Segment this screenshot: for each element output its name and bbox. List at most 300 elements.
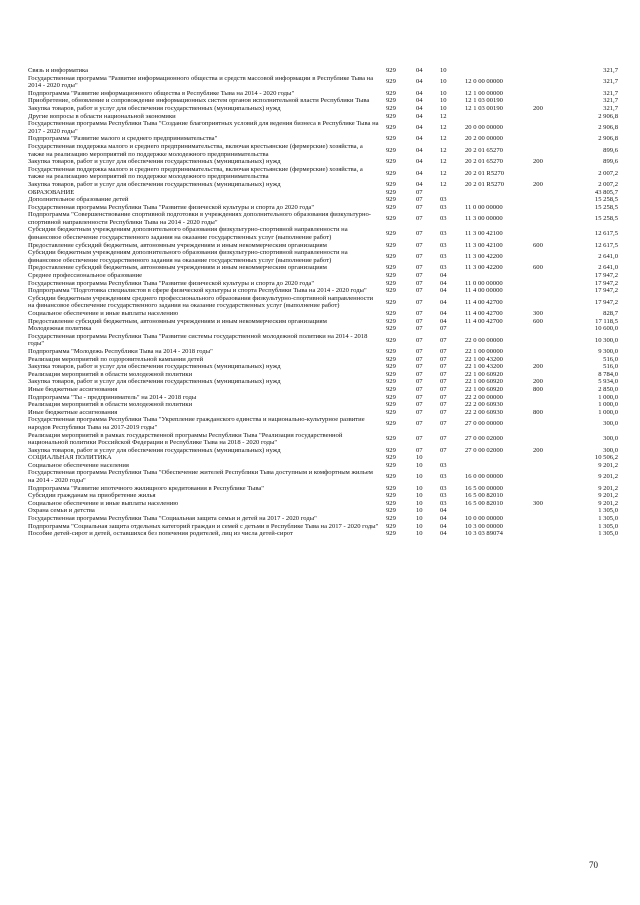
- table-row: [28, 90, 618, 98]
- row-name: Государственная программа Республики Тыва "Развитие системы государственной молодежной политики на 2014 - 2018 годы": [28, 332, 368, 348]
- row-sum: 17 118,5: [595, 317, 618, 325]
- row-name: Подпрограмма "Социальная защита отдельных категорий граждан и семей с детьми в Республике Тыва на 2017 - 2020 годы": [28, 522, 379, 530]
- row-ved: 929: [386, 310, 396, 317]
- row-name: Государственная программа Республики Тыва "Развитие физической культуры и спорта до 2020 года": [28, 279, 315, 287]
- row-name: Социальное обеспечение населения: [28, 461, 129, 469]
- row-csr: 11 3 00 42200: [465, 253, 503, 261]
- row-pr: 03: [440, 215, 447, 223]
- row-sum: 8 784,0: [598, 370, 618, 378]
- row-rz: 04: [416, 123, 423, 131]
- row-pr: 03: [440, 492, 447, 500]
- row-rz: 07: [416, 363, 423, 371]
- row-csr: 22 2 00 00000: [465, 393, 503, 401]
- row-sum: 2 906,8: [598, 123, 618, 131]
- row-rz: 10: [416, 461, 423, 469]
- row-ved: 929: [386, 104, 396, 112]
- row-rz: 10: [416, 454, 423, 462]
- row-csr: 27 0 00 00000: [465, 420, 503, 428]
- row-rz: 07: [416, 196, 423, 204]
- row-csr: 10 3 00 00000: [465, 522, 503, 530]
- row-ved: 929: [386, 370, 396, 378]
- row-pr: 07: [440, 325, 447, 333]
- row-sum: 17 947,2: [594, 279, 618, 287]
- row-rz: 04: [416, 158, 423, 166]
- table-row: [28, 135, 618, 143]
- table-row: [28, 378, 618, 386]
- row-ved: 929: [386, 355, 396, 363]
- row-rz: 07: [416, 446, 423, 454]
- row-ved: 929: [386, 484, 396, 492]
- row-ved: 929: [386, 515, 396, 523]
- row-ved: 929: [386, 272, 396, 280]
- table-row: [28, 272, 618, 280]
- row-name: Субсидии бюджетным учреждениям дополнительного образования физкультурно-спортивной направленности на финансовое обеспечение государственного задания на оказание государственных услуг (выполнение работ): [28, 226, 348, 242]
- row-pr: 10: [440, 67, 447, 74]
- row-sum: 1 305,0: [598, 530, 618, 538]
- table-row: [28, 515, 618, 523]
- row-pr: 04: [440, 287, 447, 295]
- row-pr: 12: [440, 158, 447, 166]
- row-ved: 929: [386, 522, 396, 530]
- row-pr: 07: [440, 370, 447, 378]
- row-csr: 11 0 00 00000: [465, 203, 503, 211]
- row-pr: 07: [440, 408, 447, 416]
- row-sum: 321,7: [603, 67, 618, 74]
- table-row: [28, 523, 618, 531]
- row-ved: 929: [386, 363, 396, 371]
- table-row: [28, 113, 618, 121]
- row-ved: 929: [386, 473, 396, 481]
- row-name: Государственная программа Республики Тыва "Обеспечение жителей Республики Тыва доступным и комфортным жильем на 2014 - 2020 годы": [28, 469, 373, 485]
- row-ved: 929: [386, 420, 396, 428]
- row-ved: 929: [386, 215, 396, 223]
- row-csr: 20 0 00 00000: [465, 123, 503, 131]
- table-row: [28, 189, 618, 197]
- row-name: Связь и информатика: [28, 67, 89, 74]
- row-name: Закупка товаров, работ и услуг для обеспечения государственных (муниципальных) нужд: [28, 363, 281, 371]
- row-pr: 12: [440, 169, 447, 177]
- row-ved: 929: [386, 158, 396, 166]
- row-pr: 12: [440, 146, 447, 154]
- row-pr: 04: [440, 507, 447, 515]
- row-csr: 10 0 00 00000: [465, 515, 503, 523]
- row-rz: 07: [416, 378, 423, 386]
- row-rz: 07: [416, 215, 423, 223]
- row-sum: 9 201,2: [598, 484, 618, 492]
- row-vr: 200: [533, 158, 543, 166]
- row-pr: 12: [440, 135, 447, 143]
- row-csr: 12 1 03 00190: [465, 97, 503, 105]
- row-rz: 10: [416, 530, 423, 538]
- row-pr: 04: [440, 298, 447, 306]
- row-pr: 07: [440, 385, 447, 393]
- row-pr: 07: [440, 355, 447, 363]
- table-row: [28, 242, 618, 250]
- row-name: Закупка товаров, работ и услуг для обеспечения государственных (муниципальных) нужд: [28, 158, 281, 166]
- row-sum: 300,0: [603, 420, 618, 428]
- row-rz: 10: [416, 473, 423, 481]
- row-name: Подпрограмма "Совершенствование спортивной подготовки в учреждениях дополнительного образования физкультурно-спортивной направленности Республики Тыва на 2014 - 2020 годы": [28, 211, 371, 226]
- row-ved: 929: [386, 67, 396, 74]
- row-csr: 20 2 01 R5270: [465, 180, 505, 188]
- table-row: [28, 530, 618, 538]
- row-sum: 1 305,0: [598, 515, 618, 523]
- budget-table: [28, 67, 618, 538]
- row-name: Государственная поддержка малого и среднего предпринимательства, включая крестьянские (фермерские) хозяйства, а также на реализацию мероприятий по поддержке молодежного предпринимательства: [28, 142, 363, 158]
- row-pr: 10: [440, 78, 447, 86]
- row-ved: 929: [386, 241, 396, 249]
- row-sum: 2 641,0: [598, 264, 618, 272]
- row-rz: 07: [416, 317, 423, 325]
- row-name: Реализация мероприятий в области молодежной политики: [28, 401, 193, 409]
- row-sum: 15 258,5: [594, 203, 618, 211]
- row-csr: 10 3 03 89074: [465, 530, 503, 538]
- table-row: [28, 394, 618, 402]
- table-row: [28, 500, 618, 508]
- row-sum: 2 906,8: [598, 112, 618, 120]
- row-rz: 04: [416, 180, 423, 188]
- table-row: [28, 280, 618, 288]
- row-rz: 07: [416, 401, 423, 409]
- row-pr: 12: [440, 123, 447, 131]
- row-pr: 03: [440, 230, 447, 238]
- row-pr: 04: [440, 310, 447, 317]
- row-rz: 07: [416, 420, 423, 428]
- row-sum: 2 007,2: [598, 180, 618, 188]
- row-rz: 04: [416, 97, 423, 105]
- row-ved: 929: [386, 188, 396, 196]
- row-csr: 22 0 00 00000: [465, 336, 503, 344]
- row-csr: 16 5 00 82010: [465, 499, 503, 507]
- row-csr: 16 5 00 82010: [465, 492, 503, 500]
- row-rz: 07: [416, 408, 423, 416]
- table-row: [28, 249, 618, 264]
- row-sum: 321,7: [603, 97, 618, 105]
- row-vr: 300: [533, 499, 543, 507]
- row-sum: 1 305,0: [598, 507, 618, 515]
- row-ved: 929: [386, 78, 396, 86]
- row-pr: 10: [440, 97, 447, 105]
- row-csr: 27 0 00 02000: [465, 435, 503, 443]
- table-row: [28, 432, 618, 447]
- row-sum: 300,0: [603, 446, 618, 454]
- row-rz: 07: [416, 264, 423, 272]
- table-row: [28, 454, 618, 462]
- row-ved: 929: [386, 135, 396, 143]
- row-pr: 03: [440, 473, 447, 481]
- table-row: [28, 462, 618, 470]
- row-csr: 22 1 00 60920: [465, 370, 503, 378]
- row-vr: 800: [533, 408, 543, 416]
- row-name: Закупка товаров, работ и услуг для обеспечения государственных (муниципальных) нужд: [28, 180, 281, 188]
- row-pr: 07: [440, 401, 447, 409]
- row-sum: 5 934,0: [598, 378, 618, 386]
- table-row: [28, 469, 618, 484]
- row-name: Субсидии гражданам на приобретение жилья: [28, 492, 156, 500]
- row-name: Государственная программа Республики Тыва "Социальная защита семьи и детей на 2017 - 2020 годы": [28, 515, 317, 523]
- row-name: Подпрограмма "Развитие информационного общества в Республике Тыва на 2014 - 2020 годы": [28, 89, 295, 97]
- row-csr: 22 1 00 43200: [465, 363, 503, 371]
- row-name: Подпрограмма "Развитие малого и среднего предпринимательства": [28, 135, 218, 143]
- row-ved: 929: [386, 446, 396, 454]
- row-ved: 929: [386, 461, 396, 469]
- row-vr: 600: [533, 264, 543, 272]
- row-csr: 20 2 01 65270: [465, 158, 503, 166]
- row-ved: 929: [386, 378, 396, 386]
- row-rz: 07: [416, 385, 423, 393]
- row-csr: 16 0 00 00000: [465, 473, 503, 481]
- row-ved: 929: [386, 408, 396, 416]
- row-sum: 17 947,2: [594, 272, 618, 280]
- row-name: Подпрограмма "Молодежь Республики Тыва на 2014 - 2018 годы": [28, 347, 213, 355]
- row-csr: 22 1 00 43200: [465, 355, 503, 363]
- row-sum: 321,7: [603, 78, 618, 86]
- row-sum: 9 201,2: [598, 473, 618, 481]
- row-ved: 929: [386, 253, 396, 261]
- row-pr: 03: [440, 196, 447, 204]
- row-sum: 17 947,2: [594, 298, 618, 306]
- row-csr: 20 2 00 00000: [465, 135, 503, 143]
- row-rz: 07: [416, 287, 423, 295]
- row-rz: 07: [416, 188, 423, 196]
- row-pr: 04: [440, 272, 447, 280]
- row-name: Закупка товаров, работ и услуг для обеспечения государственных (муниципальных) нужд: [28, 446, 281, 454]
- row-ved: 929: [386, 507, 396, 515]
- row-name: Подпрограмма "Развитие ипотечного жилищного кредитования в Республике Тыва": [28, 484, 264, 492]
- row-pr: 04: [440, 317, 447, 325]
- row-sum: 899,6: [603, 158, 618, 166]
- row-sum: 1 000,0: [598, 393, 618, 401]
- table-row: [28, 310, 618, 318]
- row-name: Субсидии бюджетным учреждениям среднего профессионального образования физкультурно-спортивной направленности на финансовое обеспечение государственного задания на оказание государственных услуг (выполнение работ): [28, 294, 374, 310]
- row-pr: 03: [440, 253, 447, 261]
- row-pr: 07: [440, 420, 447, 428]
- row-csr: 22 1 00 60920: [465, 378, 503, 386]
- row-sum: 300,0: [603, 435, 618, 443]
- row-rz: 04: [416, 135, 423, 143]
- row-pr: 04: [440, 515, 447, 523]
- row-pr: 07: [440, 347, 447, 355]
- row-sum: 516,0: [603, 355, 618, 363]
- row-name: Молодежная политика: [28, 325, 92, 333]
- row-csr: 11 3 00 42200: [465, 264, 503, 272]
- row-ved: 929: [386, 203, 396, 211]
- table-row: [28, 264, 618, 272]
- row-sum: 9 201,2: [598, 499, 618, 507]
- row-rz: 10: [416, 484, 423, 492]
- row-pr: 07: [440, 446, 447, 454]
- table-row: [28, 97, 618, 105]
- row-rz: 07: [416, 279, 423, 287]
- table-row: [28, 75, 618, 90]
- table-row: [28, 287, 618, 295]
- row-vr: 800: [533, 385, 543, 393]
- row-ved: 929: [386, 393, 396, 401]
- row-rz: 04: [416, 169, 423, 177]
- row-pr: 03: [440, 241, 447, 249]
- row-name: СОЦИАЛЬНАЯ ПОЛИТИКА: [28, 454, 112, 462]
- row-name: Предоставление субсидий бюджетным, автономным учреждениям и иным некоммерческим организациям: [28, 264, 327, 272]
- row-sum: 43 805,7: [594, 188, 618, 196]
- row-ved: 929: [386, 287, 396, 295]
- table-row: [28, 447, 618, 455]
- row-name: Подпрограмма "Ты - предприниматель" на 2014 - 2018 годы: [28, 393, 197, 401]
- row-sum: 2 641,0: [598, 253, 618, 261]
- row-name: Государственная программа "Развитие информационного общества и средств массовой информации в Республике Тыва на 2014 - 2020 годы": [28, 74, 374, 90]
- table-row: [28, 325, 618, 333]
- row-sum: 10 600,0: [594, 325, 618, 333]
- row-csr: 16 5 00 00000: [465, 484, 503, 492]
- row-ved: 929: [386, 97, 396, 105]
- row-vr: 200: [533, 378, 543, 386]
- table-row: [28, 158, 618, 166]
- row-rz: 04: [416, 104, 423, 112]
- row-sum: 516,0: [603, 363, 618, 371]
- row-rz: 07: [416, 393, 423, 401]
- table-row: [28, 363, 618, 371]
- table-row: [28, 401, 618, 409]
- row-rz: 04: [416, 67, 423, 74]
- row-ved: 929: [386, 499, 396, 507]
- table-row: [28, 67, 618, 75]
- row-sum: 9 300,0: [598, 347, 618, 355]
- row-vr: 200: [533, 104, 543, 112]
- row-ved: 929: [386, 492, 396, 500]
- row-name: Иные бюджетные ассигнования: [28, 385, 118, 393]
- table-row: [28, 333, 618, 348]
- row-sum: 1 000,0: [598, 408, 618, 416]
- row-ved: 929: [386, 89, 396, 97]
- row-sum: 9 201,2: [598, 461, 618, 469]
- table-row: [28, 416, 618, 431]
- table-row: [28, 143, 618, 158]
- row-csr: 20 2 01 65270: [465, 146, 503, 154]
- row-name: Другие вопросы в области национальной экономики: [28, 112, 176, 120]
- row-name: Реализация мероприятий по оздоровительной кампании детей: [28, 355, 204, 363]
- row-rz: 07: [416, 253, 423, 261]
- row-csr: 11 3 00 42100: [465, 230, 503, 238]
- table-row: [28, 120, 618, 135]
- table-row: [28, 318, 618, 326]
- row-csr: 22 1 00 60920: [465, 385, 503, 393]
- row-csr: 12 1 00 00000: [465, 89, 503, 97]
- row-rz: 07: [416, 203, 423, 211]
- row-rz: 10: [416, 492, 423, 500]
- page-number: 70: [589, 860, 598, 870]
- row-sum: 12 617,5: [594, 230, 618, 238]
- row-csr: 20 2 01 R5270: [465, 169, 505, 177]
- row-ved: 929: [386, 336, 396, 344]
- row-name: Государственная программа Республики Тыва "Укрепление гражданского единства и национально-культурное развитие народов Республики Тыва на 2017-2019 годы": [28, 416, 365, 431]
- row-ved: 929: [386, 169, 396, 177]
- row-sum: 2 906,8: [598, 135, 618, 143]
- row-name: Социальное обеспечение и иные выплаты населению: [28, 499, 179, 507]
- row-ved: 929: [386, 230, 396, 238]
- row-name: Дополнительное образование детей: [28, 196, 129, 204]
- row-vr: 600: [533, 317, 543, 325]
- row-name: Закупка товаров, работ и услуг для обеспечения государственных (муниципальных) нужд: [28, 378, 281, 386]
- row-rz: 10: [416, 522, 423, 530]
- row-rz: 07: [416, 298, 423, 306]
- row-name: Охрана семьи и детства: [28, 507, 95, 515]
- row-csr: 11 4 00 42700: [465, 317, 503, 325]
- row-sum: 321,7: [603, 89, 618, 97]
- row-ved: 929: [386, 279, 396, 287]
- row-pr: 04: [440, 530, 447, 538]
- table-row: [28, 386, 618, 394]
- row-sum: 828,7: [603, 310, 618, 317]
- row-ved: 929: [386, 435, 396, 443]
- row-name: Среднее профессиональное образование: [28, 272, 143, 280]
- row-ved: 929: [386, 530, 396, 538]
- row-csr: 12 0 00 00000: [465, 78, 503, 86]
- row-name: Предоставление субсидий бюджетным, автономным учреждениям и иным некоммерческим организациям: [28, 241, 327, 249]
- row-sum: 321,7: [603, 104, 618, 112]
- row-rz: 07: [416, 241, 423, 249]
- row-pr: 12: [440, 112, 447, 120]
- row-name: Предоставление субсидий бюджетным, автономным учреждениям и иным некоммерческим организациям: [28, 317, 327, 325]
- row-ved: 929: [386, 264, 396, 272]
- row-rz: 04: [416, 146, 423, 154]
- row-ved: 929: [386, 146, 396, 154]
- row-rz: 10: [416, 499, 423, 507]
- table-row: [28, 371, 618, 379]
- row-sum: 10 300,0: [594, 336, 618, 344]
- row-rz: 07: [416, 325, 423, 333]
- row-rz: 07: [416, 435, 423, 443]
- row-ved: 929: [386, 317, 396, 325]
- row-csr: 11 4 00 42700: [465, 298, 503, 306]
- row-name: Государственная программа Республики Тыва "Создание благоприятных условий для ведения бизнеса в Республике Тыва на 2017 - 2020 годы": [28, 120, 379, 135]
- row-pr: 04: [440, 522, 447, 530]
- row-ved: 929: [386, 123, 396, 131]
- row-csr: 11 3 00 00000: [465, 215, 503, 223]
- row-sum: 12 617,5: [594, 241, 618, 249]
- row-csr: 27 0 00 02000: [465, 446, 503, 454]
- row-sum: 9 201,2: [598, 492, 618, 500]
- row-pr: 04: [440, 279, 447, 287]
- row-vr: 200: [533, 446, 543, 454]
- row-rz: 07: [416, 272, 423, 280]
- row-sum: 1 000,0: [598, 401, 618, 409]
- row-csr: 22 1 00 00000: [465, 347, 503, 355]
- row-rz: 07: [416, 310, 423, 317]
- row-pr: 03: [440, 264, 447, 272]
- row-sum: 2 007,2: [598, 169, 618, 177]
- row-name: Реализация мероприятий в рамках государственной программы Республики Тыва "Реализация государственной национальной политики Российской Федерации в Республике Тыва на 2018 - 2020 годы": [28, 431, 343, 447]
- table-row: [28, 211, 618, 226]
- row-sum: 15 258,5: [594, 196, 618, 204]
- row-ved: 929: [386, 180, 396, 188]
- row-rz: 07: [416, 355, 423, 363]
- row-vr: 300: [533, 310, 543, 317]
- row-pr: 10: [440, 104, 447, 112]
- row-rz: 10: [416, 507, 423, 515]
- row-name: Государственная поддержка малого и среднего предпринимательства, включая крестьянские (фермерские) хозяйства, а также на реализацию мероприятий по поддержке молодежного предпринимательства: [28, 165, 363, 181]
- table-row: [28, 226, 618, 241]
- row-rz: 07: [416, 370, 423, 378]
- table-row: [28, 196, 618, 204]
- row-csr: 11 0 00 00000: [465, 279, 503, 287]
- row-rz: 04: [416, 78, 423, 86]
- row-ved: 929: [386, 298, 396, 306]
- table-row: [28, 204, 618, 212]
- row-sum: 10 506,2: [594, 454, 618, 462]
- row-ved: 929: [386, 112, 396, 120]
- row-pr: 03: [440, 499, 447, 507]
- table-row: [28, 492, 618, 500]
- table-row: [28, 295, 618, 310]
